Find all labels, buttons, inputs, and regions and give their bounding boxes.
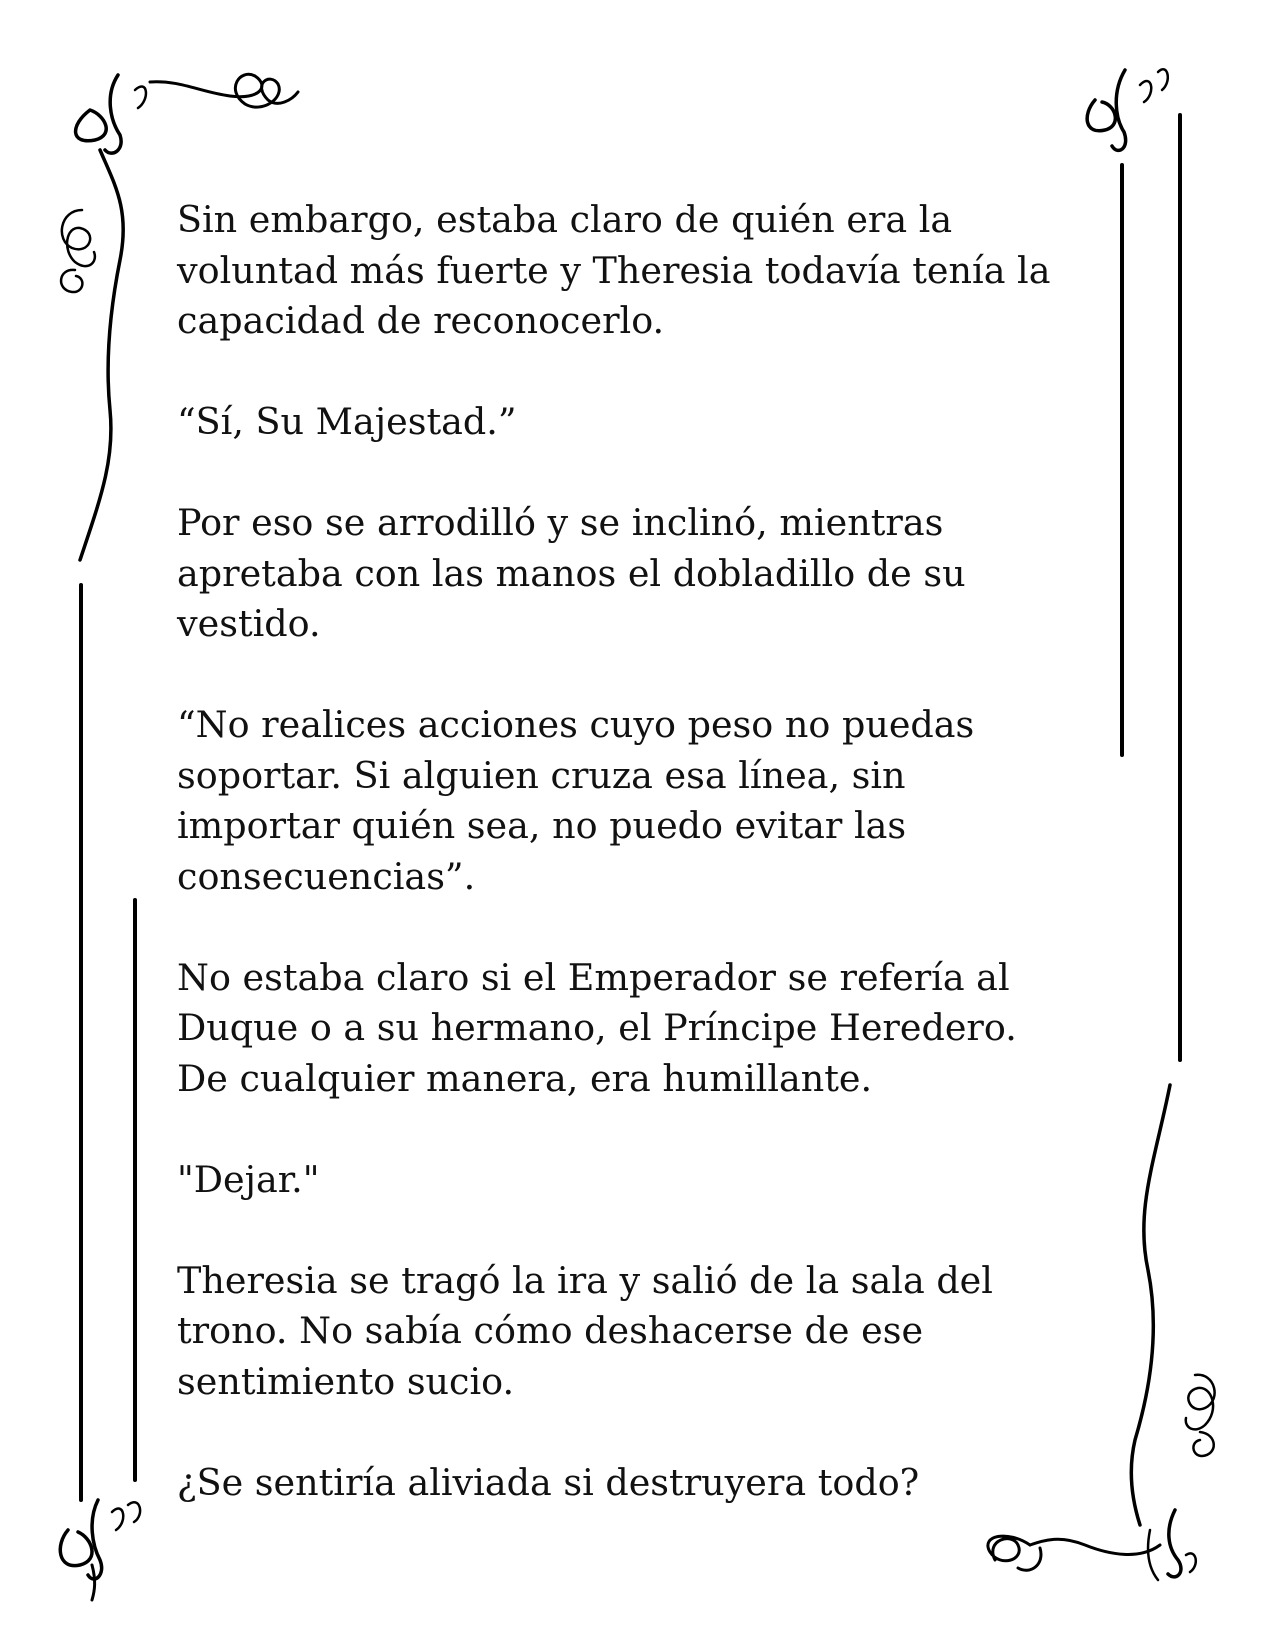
paragraph: Sin embargo, estaba claro de quién era la voluntad más fuerte y Theresia todavía tenía la capacidad de reconocerlo. <box>177 198 1051 342</box>
bottom-left-flourish-icon <box>60 1500 140 1600</box>
document-body <box>177 195 1117 1508</box>
top-right-flourish-icon <box>1087 69 1168 150</box>
paragraph: “No realices acciones cuyo peso no puedas soportar. Si alguien cruza esa línea, sin importar quién sea, no puedo evitar las consecuencias”. <box>177 703 975 898</box>
paragraph: "Dejar." <box>177 1157 320 1201</box>
paragraph: Theresia se tragó la ira y salió de la sala del trono. No sabía cómo deshacerse de ese sentimiento sucio. <box>177 1258 993 1403</box>
paragraph: ¿Se sentiría aliviada si destruyera todo? <box>177 1460 920 1504</box>
paragraph: “Sí, Su Majestad.” <box>177 400 517 443</box>
paragraph: No estaba claro si el Emperador se refería al Duque o a su hermano, el Príncipe Heredero. De cualquier manera, era humillante. <box>177 955 1017 1100</box>
paragraph: Por eso se arrodilló y se inclinó, mientras apretaba con las manos el dobladillo de su vestido. <box>177 501 966 645</box>
